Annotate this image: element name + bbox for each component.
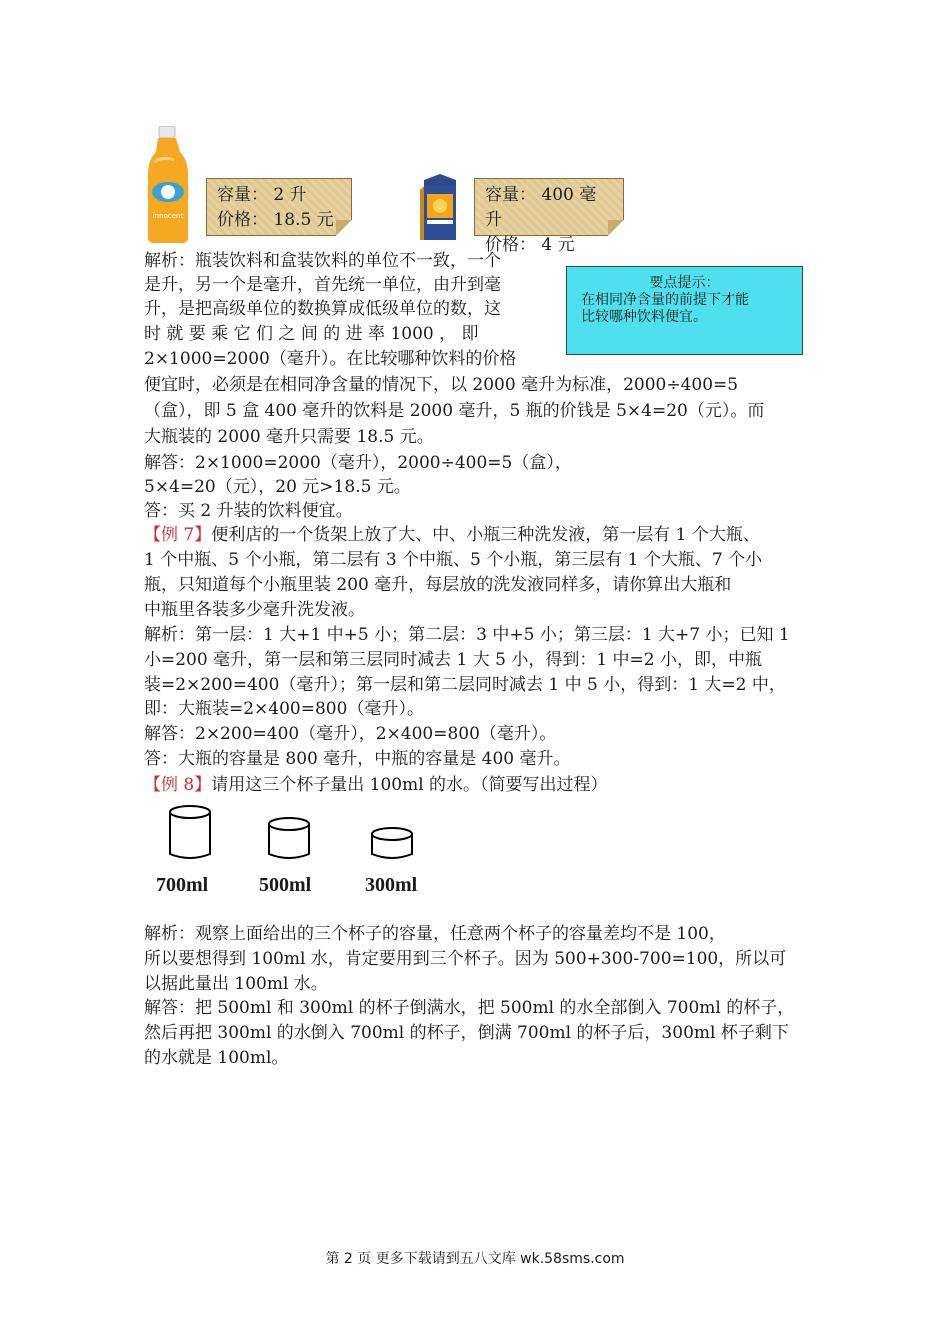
text-line: 所以要想得到 100ml 水，肯定要用到三个杯子。因为 500+300-700=100，所以可 (144, 949, 787, 969)
text-line: 便利店的一个货架上放了大、中、小瓶三种洗发液，第一层有 1 个大瓶、 (211, 525, 760, 545)
carton-capacity: 容量： 400 毫升 (485, 185, 597, 230)
text-line: 中瓶里各装多少毫升洗发液。 (144, 600, 365, 620)
carton-price-card (474, 178, 624, 255)
text-line: 5×4=20（元），20 元>18.5 元。 (144, 477, 411, 497)
bottle-price: 价格： 18.5 元 (217, 210, 334, 230)
page-fold-corner (336, 220, 352, 236)
text-line: 1 个中瓶、5 个小瓶，第二层有 3 个中瓶、5 个小瓶，第三层有 1 个大瓶、7 个小 (144, 550, 763, 570)
text-line: 解答：2×200=400（毫升），2×400=800（毫升）。 (144, 724, 557, 744)
text-line: 2×1000=2000（毫升）。在比较哪种饮料的价格 (144, 349, 517, 369)
text-line: 时 就 要 乘 它 们 之 间 的 进 率 1000 ， 即 (144, 324, 479, 344)
bottle-brand-text: innocent (152, 212, 184, 220)
text-line: 解答：把 500ml 和 300ml 的杯子倒满水，把 500ml 的水全部倒入 700ml 的杯子， (144, 998, 795, 1018)
cup-700ml-label: 700ml (156, 874, 209, 896)
text-line: 解析：观察上面给出的三个杯子的容量，任意两个杯子的容量差均不是 100， (144, 924, 726, 944)
example-8-tag: 【例 8】 (144, 775, 212, 795)
text-line: 瓶，只知道每个小瓶里装 200 毫升，每层放的洗发液同样多，请你算出大瓶和 (144, 575, 732, 595)
cup-300ml-icon (370, 826, 414, 862)
text-line: 即：大瓶装=2×400=800（毫升）。 (144, 699, 424, 719)
key-point-box (566, 266, 803, 355)
text-line: 请用这三个杯子量出 100ml 的水。（简要写出过程） (211, 775, 608, 795)
key-point-text-1: 在相同净含量的前提下才能 (581, 292, 749, 308)
cup-700ml-icon (168, 804, 212, 862)
text-line: 升，是把高级单位的数换算成低级单位的数，这 (144, 299, 501, 319)
key-point-text-2: 比较哪种饮料便宜。 (581, 309, 707, 325)
text-line: 然后再把 300ml 的水倒入 700ml 的杯子，倒满 700ml 的杯子后，300ml 杯子剩下 (144, 1023, 789, 1043)
juice-bottle-image (144, 126, 194, 244)
cup-500ml-icon (267, 816, 311, 862)
text-line: 大瓶装的 2000 毫升只需要 18.5 元。 (144, 427, 434, 447)
page-fold-corner (608, 220, 624, 236)
text-line: 装=2×200=400（毫升）；第一层和第二层同时减去 1 中 5 小，得到：1 大=2 中， (144, 675, 786, 695)
text-line: 解答：2×1000=2000（毫升），2000÷400=5（盒）， (144, 453, 572, 473)
page-footer: 第 2 页 更多下载请到五八文库 wk.58sms.com (325, 1251, 625, 1267)
text-line: 是升，另一个是毫升，首先统一单位，由升到毫 (144, 275, 501, 295)
example-7-tag: 【例 7】 (144, 525, 212, 545)
text-line: 小=200 毫升，第一层和第三层同时减去 1 大 5 小，得到：1 中=2 小，即，中瓶 (144, 650, 763, 670)
bottle-capacity: 容量： 2 升 (217, 185, 307, 205)
text-line: 解析：第一层：1 大+1 中+5 小；第二层：3 中+5 小；第三层：1 大+7 小；已知 1 (144, 625, 790, 645)
carton-price: 价格： 4 元 (485, 235, 575, 255)
cup-500ml-label: 500ml (259, 874, 312, 896)
juice-carton-image (418, 172, 462, 242)
key-point-title: 要点提示： (649, 275, 720, 291)
example-8-question-line (144, 773, 608, 797)
example-7-question-line (144, 523, 760, 547)
text-line: 的水就是 100ml。 (144, 1048, 289, 1068)
text-line: 答：大瓶的容量是 800 毫升，中瓶的容量是 400 毫升。 (144, 749, 571, 769)
text-line: 解析：瓶装饮料和盒装饮料的单位不一致，一个 (144, 251, 501, 271)
text-line: 答：买 2 升装的饮料便宜。 (144, 501, 353, 521)
text-line: 以据此量出 100ml 水。 (144, 974, 328, 994)
text-line: 便宜时，必须是在相同净含量的情况下，以 2000 毫升为标准，2000÷400=5 (144, 375, 739, 395)
text-line: （盒），即 5 盒 400 毫升的饮料是 2000 毫升，5 瓶的价钱是 5×4=20（元）。而 (144, 401, 765, 421)
bottle-price-card (206, 178, 352, 236)
cup-300ml-label: 300ml (365, 874, 418, 896)
